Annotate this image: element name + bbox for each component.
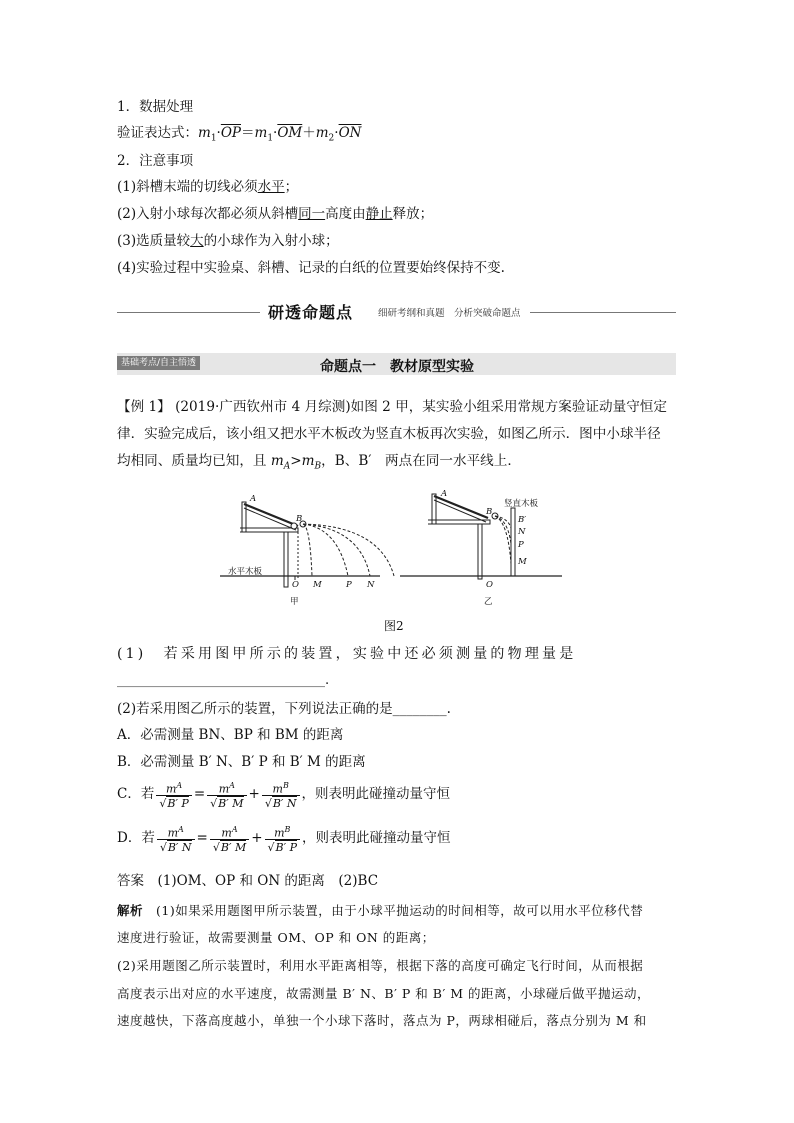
vertical-board xyxy=(511,508,515,576)
right-label-m: M xyxy=(518,557,527,567)
left-label-p: P xyxy=(346,580,352,590)
option-b: B．必需测量 B′ N、B′ P 和 B′ M 的距离 xyxy=(117,754,366,770)
right-label-a: A xyxy=(441,489,448,499)
left-label-o: O xyxy=(292,580,299,590)
heading-data-processing: 1．数据处理 xyxy=(117,99,194,115)
frac-d-3: $\frac{m^B}{√B' P}$ xyxy=(265,823,301,855)
option-d: D．若 $\frac{m^A}{√B' N}$ = $\frac{m^A}{√B' M}$ + $\frac{m^B}{√B' P}$ ，则表明此碰撞动量守恒 xyxy=(117,824,451,855)
frac-d-2: $\frac{m^A}{√B' M}$ xyxy=(210,823,249,855)
right-table-leg xyxy=(478,524,482,579)
option-c: C．若 $\frac{m^A}{√B' P}$ = $\frac{m^A}{√B' M}$ + $\frac{m^B}{√B' N}$ ，则表明此碰撞动量守恒 xyxy=(117,780,451,811)
section-title: 命题点一 教材原型实验 xyxy=(320,359,474,375)
option-a: A．必需测量 BN、BP 和 BM 的距离 xyxy=(117,727,344,743)
banner-rule-right xyxy=(530,312,676,313)
formula-line: 验证表达式：$m_1\cdot\overline{OP}=m_1\cdot\overline{OM}+m_2\cdot\overline{ON}$ xyxy=(117,125,362,144)
question-1: (1) 若采用图甲所示的装置，实验中还必须测量的物理量是 xyxy=(117,646,577,662)
question-2: (2)若采用图乙所示的装置，下列说法正确的是________. xyxy=(117,701,451,717)
left-label-m: M xyxy=(313,580,322,590)
formula-prefix: 验证表达式： xyxy=(117,125,198,141)
left-label-b: B xyxy=(296,514,303,524)
left-table-leg xyxy=(284,532,288,587)
figure-caption: 图2 xyxy=(384,619,404,633)
frac-c-2: $\frac{m^A}{√B' M}$ xyxy=(207,779,246,811)
answer-label: 答案 xyxy=(117,873,144,889)
vector-om: $\overline{OM}$ xyxy=(277,125,303,141)
example-line-2: 律．实验完成后，该小组又把水平木板改为竖直木板再次实验，如图乙所示．图中小球半径 xyxy=(117,426,661,442)
trajectory-n xyxy=(303,524,394,576)
analysis-line-3: (2)采用题图乙所示装置时，利用水平距离相等，根据下落的高度可确定飞行时间，从而根据 xyxy=(117,958,644,973)
frac-c-1: $\frac{m^A}{√B' P}$ xyxy=(156,779,192,811)
left-ramp xyxy=(244,504,298,526)
right-label-b: B xyxy=(486,507,493,517)
example-line-3: 均相同、质量均已知，且 $m_A>m_B$，B、B′ 两点在同一水平线上． xyxy=(117,453,521,472)
banner-title: 研透命题点 xyxy=(268,303,354,322)
label-yi: 乙 xyxy=(484,597,493,607)
right-ramp xyxy=(434,496,488,518)
analysis-line-5: 速度越快，下落高度越小，单独一个小球下落时，落点为 P，两球相碰后，落点分别为 M 和 xyxy=(117,1013,647,1028)
left-table-top xyxy=(240,528,298,532)
answer-text: (1)OM、OP 和 ON 的距离 (2)BC xyxy=(144,873,379,889)
analysis-line-4: 高度表示出对应的水平速度，故需测量 B′ N、B′ P 和 B′ M 的距离，小球碰后做平抛运动， xyxy=(117,986,651,1001)
banner-subtitle: 细研考纲和真题 分析突破命题点 xyxy=(378,308,521,319)
right-label-o: O xyxy=(486,580,493,590)
analysis-label: 解析 xyxy=(117,903,144,918)
question-1-blank: ________________________________. xyxy=(117,673,330,688)
heading-notes: 2．注意事项 xyxy=(117,153,194,169)
right-label-b-prime: B′ xyxy=(518,515,527,525)
left-label-a: A xyxy=(250,494,257,504)
figure-2 xyxy=(220,488,570,613)
analysis-line-1: 解析 (1)如果采用题图甲所示装置，由于小球平抛运动的时间相等，故可以用水平位移代替 xyxy=(117,903,644,918)
frac-d-1: $\frac{m^A}{√B' N}$ xyxy=(157,823,195,855)
label-jia: 甲 xyxy=(290,597,299,607)
right-table-top xyxy=(428,520,490,524)
note-item-1: (1)斜槽末端的切线必须水平； xyxy=(117,179,299,195)
section-tag: 基础考点/自主悟透 xyxy=(117,356,200,370)
note-item-2: (2)入射小球每次都必须从斜槽同一高度由静止释放； xyxy=(117,206,434,222)
note-item-4: (4)实验过程中实验桌、斜槽、记录的白纸的位置要始终保持不变. xyxy=(117,260,505,276)
frac-c-3: $\frac{m^B}{√B' N}$ xyxy=(262,779,300,811)
analysis-line-2: 速度进行验证，故需要测量 OM、OP 和 ON 的距离； xyxy=(117,930,435,945)
answer-line xyxy=(117,872,378,890)
right-label-p: P xyxy=(518,540,524,550)
label-horizontal-board: 水平木板 xyxy=(228,567,263,577)
note-item-3: (3)选质量较大的小球作为入射小球； xyxy=(117,233,339,249)
right-label-n: N xyxy=(518,527,526,537)
vector-op: $\overline{OP}$ xyxy=(220,125,241,141)
banner-rule-left xyxy=(117,312,260,313)
vector-on: $\overline{ON}$ xyxy=(338,125,362,141)
label-vertical-board: 竖直木板 xyxy=(504,499,539,509)
left-label-n: N xyxy=(367,580,375,590)
example-line-1: 【例 1】 (2019·广西钦州市 4 月综测)如图 2 甲，某实验小组采用常规方案验证动量守恒定 xyxy=(117,399,667,415)
